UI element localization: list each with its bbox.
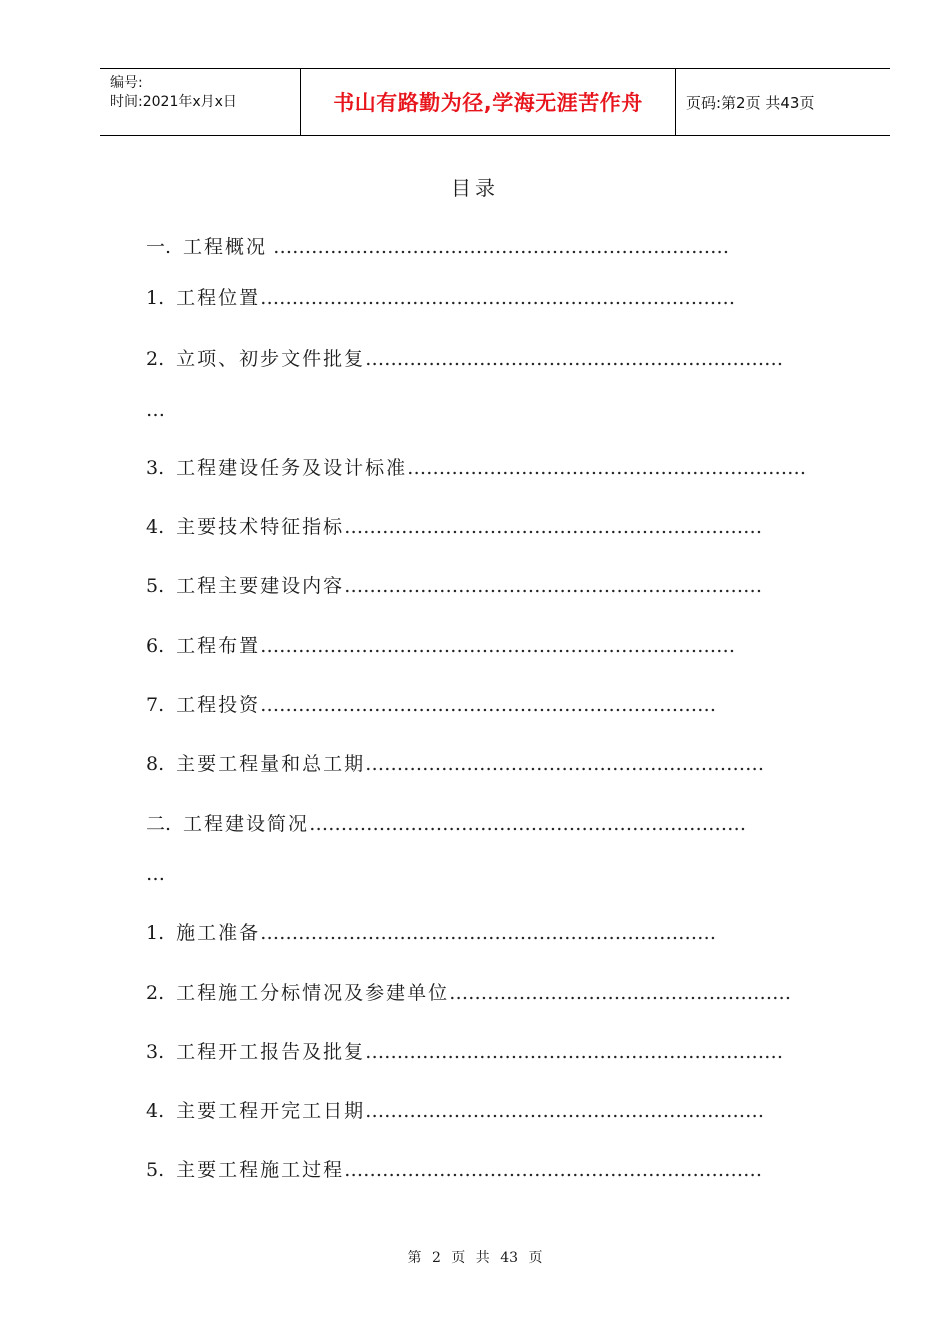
toc-entry-leader: ……………………………………………………………… bbox=[267, 236, 730, 258]
toc-entry-number: 4. bbox=[146, 516, 165, 538]
toc-entry-leader: ……………………………………………… bbox=[449, 982, 792, 1004]
toc-entry-continuation bbox=[146, 862, 165, 886]
toc-entry-leader: ………………………………………………………… bbox=[344, 1159, 763, 1181]
toc-entry-text: 工程主要建设内容 bbox=[176, 575, 345, 597]
toc-entry-leader: ………………………………………………………… bbox=[365, 1041, 784, 1063]
toc-entry bbox=[146, 347, 783, 371]
toc-entry-number: 7. bbox=[146, 694, 165, 716]
toc-entry-leader: ……………………………………………………………… bbox=[260, 922, 717, 944]
header-meta-cell bbox=[100, 69, 301, 135]
toc-entry-text: 主要工程开完工日期 bbox=[176, 1100, 366, 1122]
motto-text: 书山有路勤为径,学海无涯苦作舟 bbox=[333, 91, 643, 115]
serial-number-label: 编号: bbox=[110, 75, 143, 91]
toc-entry-number: 6. bbox=[146, 635, 165, 657]
toc-entry-text: 工程投资 bbox=[176, 694, 261, 716]
toc-entry bbox=[146, 515, 762, 539]
toc-entry-number: 3. bbox=[146, 457, 165, 479]
toc-entry-text: 工程概况 bbox=[183, 236, 268, 258]
page-code: 页码:第2页 共43页 bbox=[686, 93, 815, 112]
toc-entry-text: 主要工程量和总工期 bbox=[176, 753, 366, 775]
toc-entry-number: 5. bbox=[146, 1159, 165, 1181]
toc-entry-leader: ……………………………………………………… bbox=[407, 457, 807, 479]
toc-entry-leader: ……………………………………………………… bbox=[365, 1100, 765, 1122]
toc-entry-number: 3. bbox=[146, 1041, 165, 1063]
toc-entry-number: 一. bbox=[146, 236, 172, 258]
toc-entry-leader: … bbox=[146, 863, 165, 885]
page-footer: 第 2 页 共 43 页 bbox=[407, 1250, 543, 1266]
toc-entry-text: 工程开工报告及批复 bbox=[176, 1041, 366, 1063]
toc-entry-leader: …………………………………………………………… bbox=[309, 813, 747, 835]
toc-entry-text: 工程施工分标情况及参建单位 bbox=[176, 982, 450, 1004]
toc-title: 目录 bbox=[451, 176, 499, 200]
header-motto-cell bbox=[301, 69, 676, 135]
toc-entry-number: 1. bbox=[146, 287, 165, 309]
toc-entry bbox=[146, 693, 716, 717]
toc-entry-number: 8. bbox=[146, 753, 165, 775]
toc-entry-text: 工程建设简况 bbox=[183, 813, 310, 835]
toc-entry bbox=[146, 1040, 783, 1064]
toc-entry-text: 施工准备 bbox=[176, 922, 261, 944]
toc-entry bbox=[146, 981, 791, 1005]
date-line: 时间:2021年x月x日 bbox=[110, 94, 237, 110]
toc-entry bbox=[146, 812, 746, 836]
toc-entry-text: 工程布置 bbox=[176, 635, 261, 657]
toc-entry-leader: ………………………………………………………… bbox=[344, 575, 763, 597]
toc-entry-leader: … bbox=[146, 399, 165, 421]
toc-entry bbox=[146, 235, 729, 259]
toc-entry bbox=[146, 752, 764, 776]
toc-entry-continuation bbox=[146, 398, 165, 422]
page-header bbox=[100, 68, 890, 136]
toc-entry bbox=[146, 286, 735, 310]
toc-entry-leader: ………………………………………………………… bbox=[344, 516, 763, 538]
toc-entry-number: 二. bbox=[146, 813, 172, 835]
toc-entry bbox=[146, 1099, 764, 1123]
toc-entry-number: 2. bbox=[146, 348, 165, 370]
toc-entry bbox=[146, 921, 716, 945]
toc-entry-text: 工程位置 bbox=[176, 287, 261, 309]
toc-entry-text: 立项、初步文件批复 bbox=[176, 348, 366, 370]
toc-entry-text: 主要工程施工过程 bbox=[176, 1159, 345, 1181]
toc-entry-number: 1. bbox=[146, 922, 165, 944]
toc-entry-text: 工程建设任务及设计标准 bbox=[176, 457, 408, 479]
header-page-cell bbox=[676, 69, 890, 135]
toc-entry bbox=[146, 456, 806, 480]
toc-entry-text: 主要技术特征指标 bbox=[176, 516, 345, 538]
toc-entry bbox=[146, 634, 735, 658]
toc-entry bbox=[146, 1158, 762, 1182]
toc-entry bbox=[146, 574, 762, 598]
toc-entry-leader: ……………………………………………………… bbox=[365, 753, 765, 775]
toc-entry-number: 4. bbox=[146, 1100, 165, 1122]
toc-entry-leader: ………………………………………………………………… bbox=[260, 635, 736, 657]
toc-entry-leader: ………………………………………………………………… bbox=[260, 287, 736, 309]
toc-entry-number: 2. bbox=[146, 982, 165, 1004]
toc-entry-leader: ……………………………………………………………… bbox=[260, 694, 717, 716]
toc-entry-leader: ………………………………………………………… bbox=[365, 348, 784, 370]
toc-entry-number: 5. bbox=[146, 575, 165, 597]
